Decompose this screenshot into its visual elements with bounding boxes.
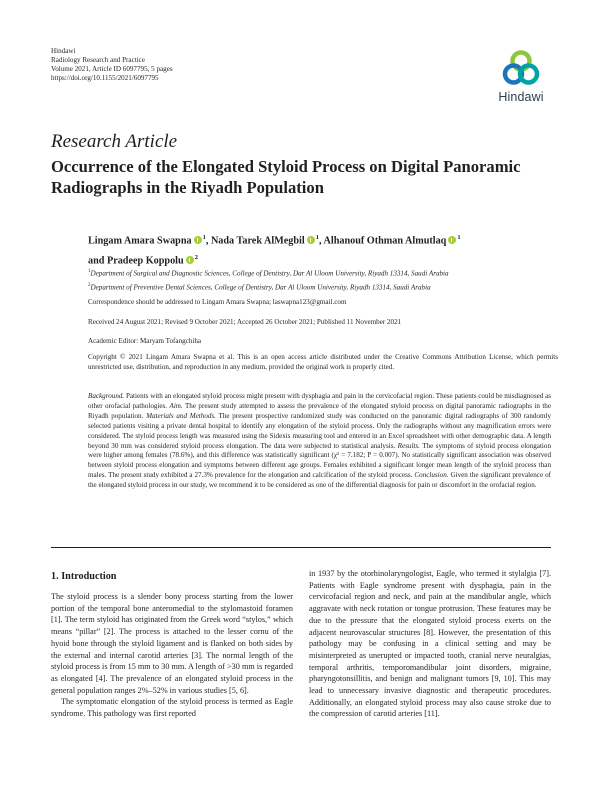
affiliation-item <box>88 266 558 280</box>
author-list <box>88 229 558 270</box>
affiliation-text: Department of Preventive Dental Sciences, College of Dentistry, Dar Al Uloom University, Riyadh 13314, Saudi Arabia <box>90 283 431 292</box>
journal-name: Hindawi <box>51 47 76 55</box>
author-separator: , <box>318 235 324 247</box>
author-name[interactable]: Alhanouf Othman Almutlaq <box>323 235 447 247</box>
hindawi-logo-icon <box>502 50 540 88</box>
orcid-icon[interactable] <box>307 236 315 244</box>
abstract-results: The symptoms of styloid process elongation were higher among females (78.6%), and this difference was statistically significant (χ² = 7.182; P = 0.007). No statistically significant association was observed between styloid process elongation and symptoms between different age groups. Females exhibited a significant longer mean length of the styloid process than males. The present study exhibited a 27.3% prevalence for the elongation and calcification of the styloid process. <box>88 441 551 480</box>
hindawi-logo <box>494 50 548 106</box>
article-dates: Received 24 August 2021; Revised 9 October 2021; Accepted 26 October 2021; Published 11 November 2021 <box>88 318 402 326</box>
author-separator: , <box>205 235 211 247</box>
journal-title: Radiology Research and Practice <box>51 55 145 64</box>
body-column-right <box>309 568 551 720</box>
introduction-heading: 1. Introduction <box>51 571 117 582</box>
affiliation-text: Department of Surgical and Diagnostic Sciences, College of Dentistry, Dar Al Uloom University, Riyadh 13314, Saudi Arabia <box>90 269 449 278</box>
abstract-methods: The present prospective randomized study was conducted on the panoramic digital radiographs of 300 randomly selected patients visiting a private dental hospital to identify any elongation of the styloid process. Only the radiographs without any magnification errors were considered. The styloid process length was measured using the Sidexis measuring tool and entered in an Excel spreadsheet with other demographic data. A length beyond 30 mm was considered styloid process elongation. The data were subjected to statistical analysis. <box>88 411 551 450</box>
copyright-notice: Copyright © 2021 Lingam Amara Swapna et al. This is an open access article distributed under the Creative Commons Attribution License, which permits unrestricted use, distribution, and reproduction in any medium, provided the original work is properly cited. <box>88 353 558 371</box>
abstract-aim: The present study attempted to assess the prevalence of the elongated styloid process on digital panoramic radiographs in the Riyadh population. <box>88 401 551 420</box>
author-name[interactable]: Nada Tarek AlMegbil <box>210 235 305 247</box>
abstract-label-results: Results. <box>397 441 420 450</box>
affiliation-item <box>88 280 558 294</box>
correspondence: Correspondence should be addressed to Lingam Amara Swapna; laswapna123@gmail.com <box>88 298 347 306</box>
author-affil-marker: 1 <box>457 234 461 241</box>
abstract-conclusion: Given the significant prevalence of the elongated styloid process in our study, we recommend it to be considered as one of the differential diagnosis for pain or discomfort in the orofacial region. <box>88 471 551 490</box>
intro-paragraph: The symptomatic elongation of the styloid process is termed as Eagle syndrome. This pathology was first reported <box>51 697 293 719</box>
journal-header <box>51 47 173 83</box>
orcid-icon[interactable] <box>186 256 194 264</box>
abstract-label-conclusion: Conclusion. <box>414 471 449 480</box>
author-name[interactable]: and Pradeep Koppolu <box>88 255 184 267</box>
author-affil-marker: 2 <box>194 254 198 262</box>
author-affil-marker: 1 <box>315 234 319 241</box>
orcid-icon[interactable] <box>194 236 202 244</box>
abstract-label-aim: Aim. <box>169 401 183 410</box>
academic-editor: Academic Editor: Maryam Tofangchiha <box>88 337 202 345</box>
affiliation-number: 2 <box>88 282 91 288</box>
author-affil-marker: 1 <box>202 234 206 241</box>
article-title: Occurrence of the Elongated Styloid Process on Digital Panoramic Radiographs in the Riyadh Population <box>51 157 521 197</box>
journal-volume: Volume 2021, Article ID 6097795, 5 pages <box>51 64 173 73</box>
orcid-icon[interactable] <box>448 236 456 244</box>
abstract-label-background: Background. <box>88 392 125 400</box>
body-column-left <box>51 591 293 720</box>
article-type: Research Article <box>51 131 178 152</box>
affiliation-number: 1 <box>88 269 91 274</box>
abstract-label-methods: Materials and Methods. <box>146 411 216 420</box>
intro-paragraph: in 1937 by the otorhinolaryngologist, Eagle, who termed it stylalgia [7]. Patients with Eagle syndrome present with dysphagia, pain in the cervicofacial region and neck, and pain at the mandibular angle, which aggravate with neck rotation or tongue protrusion. These features may be due to the pressure that the elongated styloid process exerts on the adjacent neurovascular structures [8]. However, the presentation of this pathology may be confusing in a clinical setting and may be misinterpreted as unerupted or impacted tooth, cranial nerve neuralgias, temporal arthritis, temporomandibular joint disorders, migraine, pharyngotonsillitis, and benign and malignant tumors [9, 10]. This may lead to unnecessary invasive diagnostic and therapeutic procedures. Additionally, an elongated styloid process may also cause stroke due to the compression of carotid arteries [11]. <box>309 569 551 719</box>
section-divider <box>51 547 551 548</box>
intro-paragraph: The styloid process is a slender bony process starting from the lower portion of the temporal bone anteromedial to the stylomastoid foramen [1]. The term styloid has originated from the Greek word “stylos,” which means “pillar” [2]. The process is attached to the lesser cornu of the hyoid bone through the styloid ligament and is flanked on both sides by the external and internal carotid arteries [3]. The normal length of the styloid process is from 15 mm to 30 mm. A length of >30 mm is regarded as elongated [4]. The prevalence of an elongated styloid process in the general population ranges 2%–52% in various studies [5, 6]. <box>51 592 293 695</box>
affiliations <box>88 266 558 294</box>
abstract-background: Patients with an elongated styloid process might present with dysphagia and pain in the cervicofacial region. These patients could be misdiagnosed as other orofacial pathologies. <box>88 392 551 410</box>
author-name[interactable]: Lingam Amara Swapna <box>88 235 192 247</box>
hindawi-logo-text: Hindawi <box>498 90 544 104</box>
abstract <box>88 392 551 491</box>
doi-link[interactable]: https://doi.org/10.1155/2021/6097795 <box>51 73 159 82</box>
